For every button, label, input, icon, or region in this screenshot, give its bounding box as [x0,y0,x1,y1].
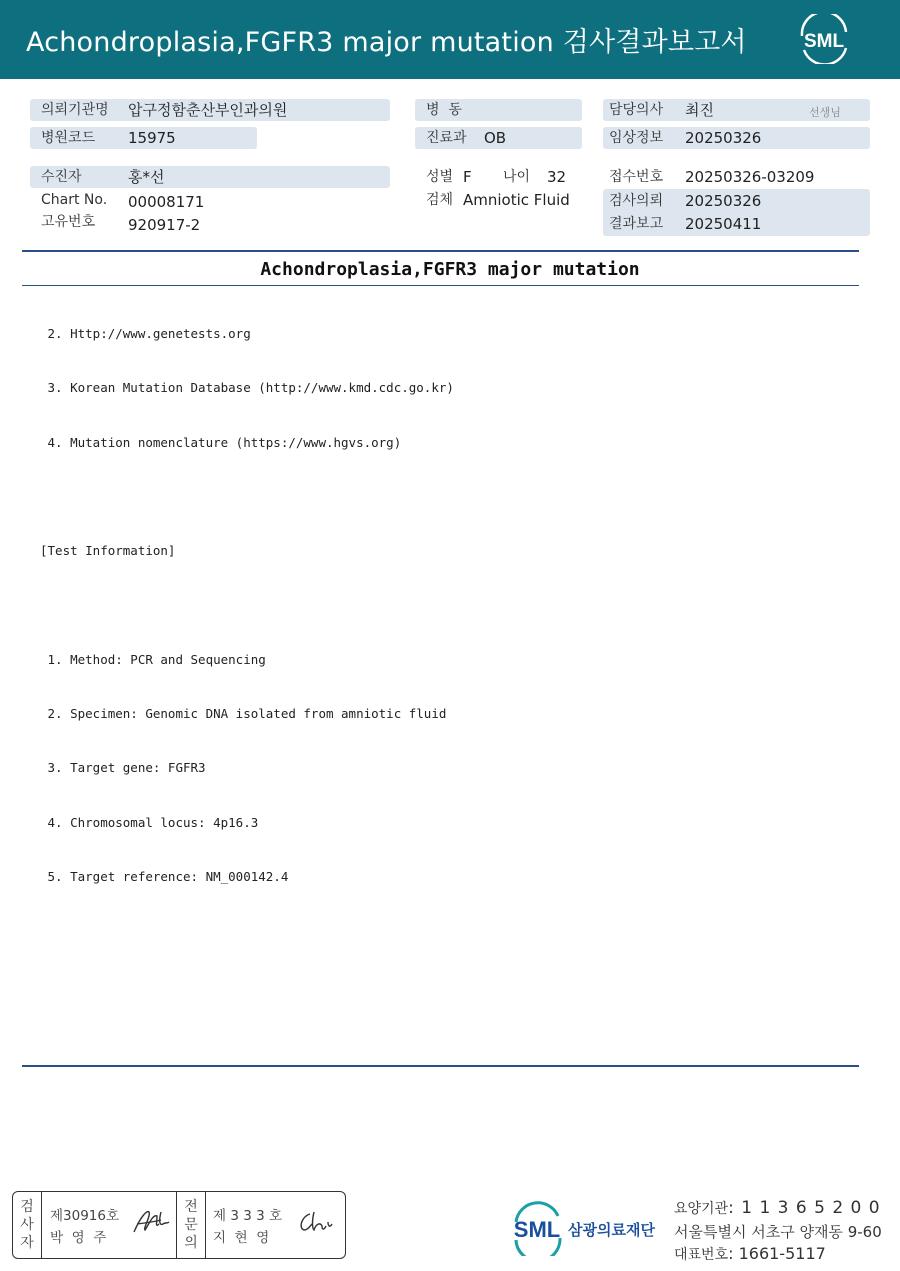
report-line: 4. Chromosomal locus: 4p16.3 [40,814,259,830]
report-line: 3. Target gene: FGFR3 [40,760,206,776]
doctor-suffix: 선생님 [809,106,841,119]
signature-box [12,1191,346,1259]
report-body [40,289,454,904]
logo-text: SML [803,31,845,52]
ward-label: 병 동 [426,102,462,118]
license-value: : 1 1 3 6 5 2 0 0 [728,1198,881,1218]
age-value: 32 [547,168,567,186]
report-line: [Test Information] [40,543,176,559]
request-label: 검사의뢰 [609,193,664,209]
receipt-label: 접수번호 [609,169,664,185]
specialist-signature [296,1208,336,1238]
phone-value: : 1661-5117 [728,1244,826,1263]
specialist-name: 지 현 영 [213,1230,270,1246]
doctor-value: 최진 [685,101,714,119]
result-label: 결과보고 [609,216,664,232]
patient-box [30,166,390,188]
sex-label: 성별 [426,169,454,185]
report-line [40,488,454,506]
patient-label: 수진자 [41,169,82,185]
hosp-code-label: 병원코드 [41,130,96,146]
doctor-label: 담당의사 [609,102,664,118]
request-value: 20250326 [685,192,762,210]
license-label: 요양기관 [674,1201,729,1217]
result-value: 20250411 [685,215,762,233]
page-title: Achondroplasia,FGFR3 major mutation 검사결과보고서 [26,27,747,58]
req-org-label: 의뢰기관명 [41,102,109,118]
examiner-name: 박 영 주 [50,1230,107,1246]
phone-line [674,1244,826,1264]
footer-logo-text: SML [513,1217,561,1242]
specimen-value: Amniotic Fluid [463,191,570,209]
examiner-label: 검 사 자 [13,1192,42,1258]
report-line [40,597,454,615]
report-line: 4. Mutation nomenclature (https://www.hgvs.org) [40,434,402,450]
req-org-value: 압구정함춘산부인과의원 [128,101,288,119]
dept-value: OB [484,129,507,147]
uid-value: 920917-2 [128,216,201,234]
report-line: 2. Specimen: Genomic DNA isolated from amniotic fluid [40,706,447,722]
foundation-logo [510,1200,655,1260]
sml-footer-logo [510,1200,566,1256]
chart-value: 00008171 [128,193,205,211]
phone-label: 대표번호 [674,1247,729,1263]
address-line: 서울특별시 서초구 양재동 9-60 [674,1223,882,1241]
report-header [0,0,900,79]
report-title: Achondroplasia,FGFR3 major mutation [260,259,640,280]
report-line: 2. Http://www.genetests.org [40,326,251,342]
report-line: 1. Method: PCR and Sequencing [40,651,266,667]
chart-label: Chart No. [41,192,108,208]
dept-label: 진료과 [426,130,467,146]
report-line: 3. Korean Mutation Database (http://www.kmd.cdc.go.kr) [40,380,454,396]
sex-value: F [463,168,472,186]
report-bottom-rule [22,1065,859,1067]
specialist-no: 제 3 3 3 호 [213,1208,283,1224]
age-label: 나이 [503,169,531,185]
clinical-label: 임상정보 [609,130,664,146]
sml-logo [796,14,852,64]
foundation-name: 삼광의료재단 [568,1221,655,1239]
patient-value: 홍*선 [128,168,165,186]
license-line [674,1198,881,1218]
report-line: 5. Target reference: NM_000142.4 [40,869,289,884]
report-title-rule [22,285,859,286]
specimen-label: 검체 [426,192,454,208]
examiner-no: 제30916호 [50,1208,120,1224]
hosp-code-value: 15975 [128,129,176,147]
receipt-value: 20250326-03209 [685,168,815,186]
uid-label: 고유번호 [41,214,96,230]
examiner-signature [131,1206,173,1238]
report-top-rule [22,250,859,252]
specialist-label: 전 문 의 [177,1192,206,1258]
clinical-value: 20250326 [685,129,762,147]
